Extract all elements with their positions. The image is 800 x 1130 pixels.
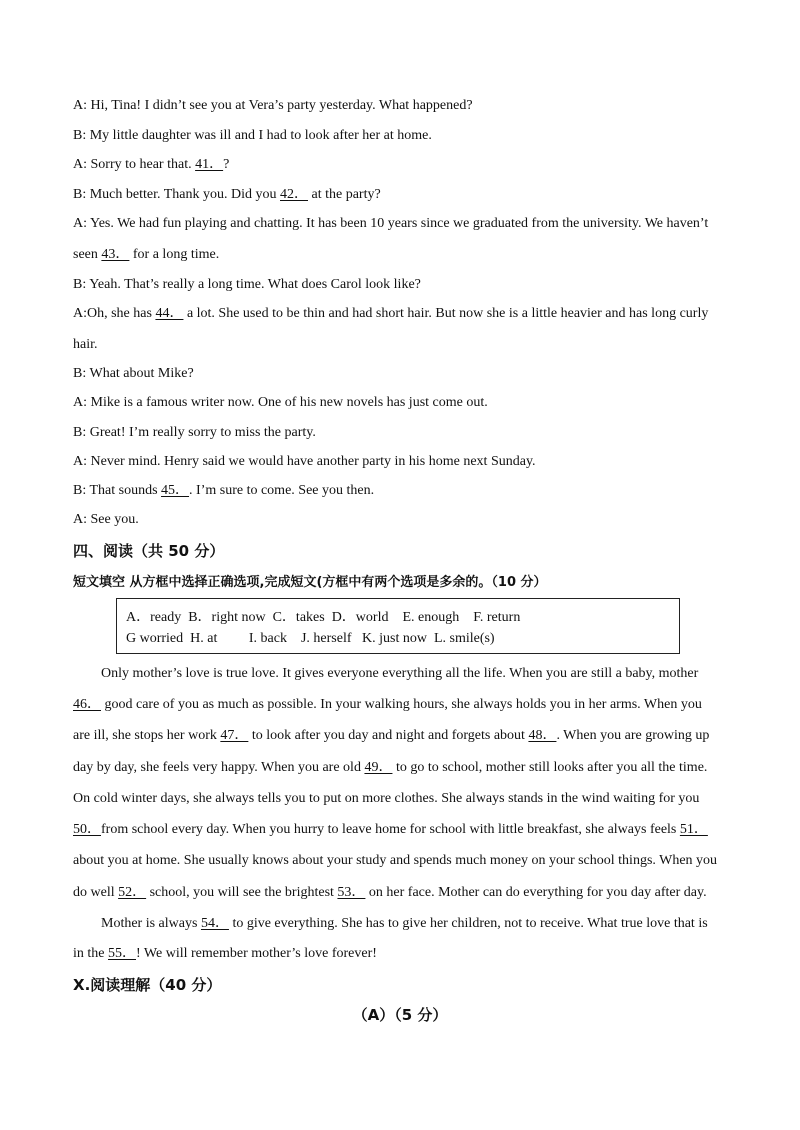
dialogue-line [73, 246, 219, 264]
dialogue-line: A: Mike is a famous writer now. One of his new novels has just come out. [73, 395, 488, 410]
dialogue-line: A: Hi, Tina! I didn’t see you at Vera’s party yesterday. What happened? [73, 98, 473, 113]
dialogue-line: B: My little daughter was ill and I had to look after her at home. [73, 128, 432, 143]
text-segment: school, you will see the brightest [146, 885, 338, 900]
blank-54: 54． [200, 916, 229, 931]
blank-52: 52． [118, 885, 147, 900]
text-segment: B: Much better. Thank you. Did you [73, 187, 280, 202]
blank-49: 49． [364, 760, 393, 775]
blank-51: 51． [679, 822, 708, 837]
blank-43: 43． [101, 247, 130, 262]
text-segment: . I’m sure to come. See you then. [189, 483, 375, 498]
text-segment: . When you are growing up [556, 728, 710, 743]
blank-50: 50． [73, 822, 101, 837]
blank-47: 47． [220, 728, 249, 743]
dialogue-line: B: What about Mike? [73, 366, 194, 381]
text-segment: from school every day. When you hurry to leave home for school with little breakfast, she always feels [101, 822, 680, 837]
passage-line [73, 821, 708, 839]
text-segment: for a long time. [129, 247, 220, 262]
blank-44: 44． [155, 306, 184, 321]
dialogue-line: A: Never mind. Henry said we would have another party in his home next Sunday. [73, 454, 536, 469]
dialogue-line [73, 186, 381, 204]
blank-45: 45． [161, 483, 190, 498]
text-segment: Mother is always [101, 916, 201, 931]
text-segment: A:Oh, she has [73, 306, 156, 321]
blank-46: 46． [73, 697, 101, 712]
blank-41: 41． [195, 157, 224, 172]
passage-line [101, 915, 708, 933]
section-heading: X.阅读理解（40 分） [73, 976, 222, 994]
text-segment: do well [73, 885, 119, 900]
text-segment: to go to school, mother still looks after you all the time. [392, 760, 708, 775]
dialogue-line: A: Yes. We had fun playing and chatting. It has been 10 years since we graduated from the university. We haven’t [73, 216, 709, 231]
blank-53: 53． [337, 885, 366, 900]
dialogue-line: A: See you. [73, 512, 139, 527]
text-segment: ! We will remember mother’s love forever! [136, 946, 377, 961]
passage-line: about you at home. She usually knows about your study and spends much money on your school things. When you [73, 853, 718, 868]
passage-line: Only mother’s love is true love. It gives everyone everything all the life. When you are still a baby, mother [101, 666, 699, 681]
text-segment: are ill, she stops her work [73, 728, 221, 743]
blank-48: 48． [528, 728, 557, 743]
text-segment: to give everything. She has to give her children, not to receive. What true love that is [228, 916, 708, 931]
passage-line [73, 759, 707, 777]
dialogue-line: B: Yeah. That’s really a long time. What does Carol look like? [73, 277, 421, 292]
passage-line [73, 884, 707, 902]
text-segment: seen [73, 247, 102, 262]
dialogue-line [73, 482, 374, 500]
text-segment: on her face. Mother can do everything for you day after day. [365, 885, 707, 900]
options-box [116, 598, 680, 654]
section-heading: 四、阅读（共 50 分） [73, 542, 225, 560]
section-instructions: 短文填空 从方框中选择正确选项,完成短文(方框中有两个选项是多余的。（10 分） [73, 575, 547, 590]
dialogue-line [73, 305, 708, 323]
options-row: A．ready B．right now C．takes D．world E. enough F. return [126, 610, 521, 625]
passage-line [73, 727, 709, 745]
text-segment: at the party? [308, 187, 381, 202]
text-segment: day by day, she feels very happy. When you are old [73, 760, 365, 775]
text-segment: in the [73, 946, 108, 961]
passage-line [73, 696, 702, 714]
blank-55: 55． [108, 946, 136, 961]
options-row: G worried H. at I. back J. herself K. just now L. smile(s) [126, 631, 495, 646]
text-segment: a lot. She used to be thin and had short hair. But now she is a little heavier and has long curly [183, 306, 709, 321]
dialogue-line: hair. [73, 337, 98, 352]
text-segment: B: That sounds [73, 483, 162, 498]
passage-line [73, 945, 377, 963]
part-title: （A）（5 分） [352, 1006, 448, 1024]
blank-42: 42． [280, 187, 308, 202]
text-segment: good care of you as much as possible. In your walking hours, she always holds you in her arms. When you [101, 697, 702, 712]
passage-line: On cold winter days, she always tells you to put on more clothes. She always stands in the wind waiting for you [73, 791, 700, 806]
text-segment: A: Sorry to hear that. [73, 157, 196, 172]
dialogue-line [73, 156, 229, 174]
dialogue-line: B: Great! I’m really sorry to miss the party. [73, 425, 316, 440]
text-segment: to look after you day and night and forgets about [248, 728, 529, 743]
text-segment: ? [223, 157, 230, 172]
